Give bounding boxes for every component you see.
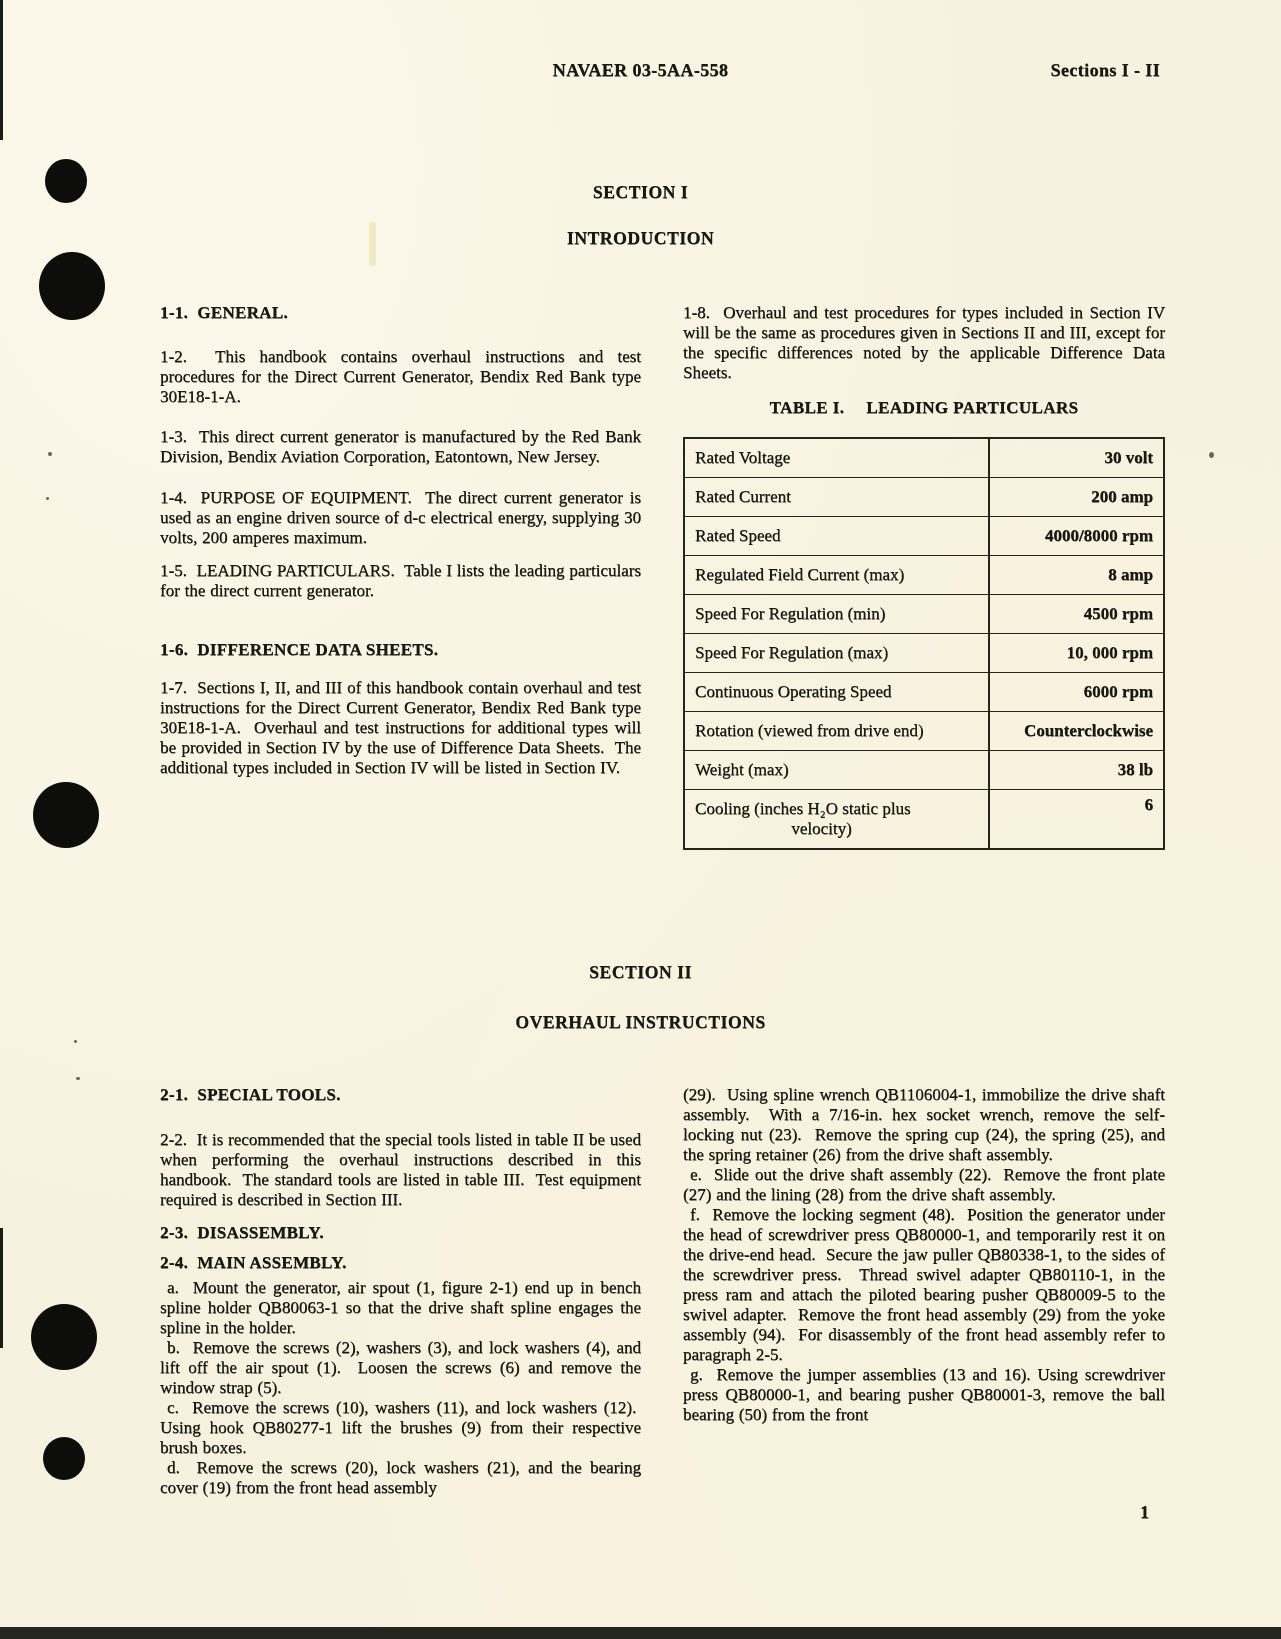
row-label [685, 790, 990, 848]
para-1-2: 1-2. This handbook contains overhaul instructions and test procedures for the Direct Current Generator, Bendix Red Bank type 30E18-1-A. [160, 347, 641, 406]
ink-speck [74, 1040, 77, 1043]
binder-hole-dot [43, 1437, 85, 1480]
para-1-7: 1-7. Sections I, II, and III of this handbook contain overhaul and test instructions for the Direct Current Generator, Bendix Red Bank type 30E18-1-A. Overhaul and test instructions for additional types will be provided in Section IV by the use of Difference Data Sheets. The additional types included in Section IV will be listed in Section IV. [160, 678, 641, 777]
ink-speck [76, 1077, 80, 1080]
table-row [685, 555, 1163, 594]
page-number: 1 [1140, 1502, 1149, 1522]
scan-edge-line [0, 1228, 3, 1348]
step-b: b. Remove the screws (2), washers (3), and lock washers (4), and lift off the air spout (1). Loosen the screws (6) and remove the window strap (5). [160, 1338, 641, 1397]
row-value: 4500 rpm [1083, 604, 1153, 623]
row-value: 6000 rpm [1083, 682, 1153, 701]
section1-title: SECTION I [592, 182, 689, 202]
table1-title-text: LEADING PARTICULARS [866, 398, 1079, 417]
row-label: Speed For Regulation (min) [685, 595, 990, 633]
binder-hole-dot [45, 159, 87, 203]
para-1-3: 1-3. This direct current generator is manufactured by the Red Bank Division, Bendix Aviation Corporation, Eatontown, New Jersey. [160, 427, 641, 466]
table-row [685, 477, 1163, 516]
ink-speck [1209, 452, 1214, 458]
ink-speck [48, 452, 52, 456]
para-2-3-heading: 2-3. DISASSEMBLY. [160, 1223, 324, 1242]
row-value: 10, 000 rpm [1066, 643, 1153, 662]
table1-title-label: TABLE I. [769, 398, 845, 417]
row-value: 4000/8000 rpm [1044, 526, 1153, 545]
para-1-1-heading: 1-1. GENERAL. [160, 303, 288, 322]
row-label: Rotation (viewed from drive end) [685, 712, 990, 750]
section1-right-column [683, 303, 1165, 850]
para-2-2: 2-2. It is recommended that the special tools listed in table II be used when performing the overhaul instructions described in this handbook. The standard tools are listed in table III. Test equipment required is described in Section III. [160, 1130, 641, 1209]
section1-left-column [160, 303, 641, 778]
binder-hole-dot [39, 252, 105, 320]
row-value: 38 lb [1117, 760, 1153, 779]
sections-range-label: Sections I - II [1050, 60, 1160, 80]
table-row [685, 672, 1163, 711]
para-1-8: 1-8. Overhaul and test procedures for types included in Section IV will be the same as procedures given in Sections II and III, except for the specific differences noted by the applicable Difference Data Sheets. [683, 303, 1165, 382]
para-1-4: 1-4. PURPOSE OF EQUIPMENT. The direct current generator is used as an engine driven source of d-c electrical energy, supplying 30 volts, 200 amperes maximum. [160, 488, 641, 547]
section2-title: SECTION II [589, 962, 692, 982]
step-c: c. Remove the screws (10), washers (11), and lock washers (12). Using hook QB80277-1 lift the brushes (9) from their respective brush boxes. [160, 1398, 641, 1457]
row-label: Weight (max) [685, 751, 990, 789]
table-row [685, 750, 1163, 789]
para-1-6-heading: 1-6. DIFFERENCE DATA SHEETS. [160, 640, 439, 659]
step-e: e. Slide out the drive shaft assembly (22). Remove the front plate (27) and the lining (28) from the drive shaft assembly. [683, 1165, 1165, 1204]
table-row [685, 594, 1163, 633]
row-value: 8 amp [1108, 565, 1153, 584]
row-value: Counterclockwise [1023, 721, 1153, 740]
step-f: f. Remove the locking segment (48). Position the generator under the head of screwdriver press QB80000-1, and temporarily rest it on the drive-end head. Secure the jaw puller QB80338-1, to the sides of the screwdriver press. Thread swivel adapter QB80110-1, in the press ram and attach the piloted bearing pusher QB80009-5 to the swivel adapter. Remove the front head assembly (29) from the yoke assembly (94). For disassembly of the front head assembly refer to paragraph 2-5. [683, 1205, 1165, 1364]
step-a: a. Mount the generator, air spout (1, figure 2-1) end up in bench spline holder QB80063-1 so that the drive shaft spline engages the spline in the holder. [160, 1278, 641, 1337]
table1-title [683, 398, 1165, 418]
row-label: Speed For Regulation (max) [685, 634, 990, 672]
row-label-line1: Cooling (inches H₂O static plus [695, 799, 911, 818]
doc-number: NAVAER 03-5AA-558 [552, 60, 729, 80]
step-g: g. Remove the jumper assemblies (13 and 16). Using screwdriver press QB80000-1, and bearing pusher QB80001-3, remove the ball bearing (50) from the front [683, 1365, 1165, 1424]
table-row [685, 711, 1163, 750]
scan-bottom-strip [0, 1627, 1281, 1639]
para-1-5: 1-5. LEADING PARTICULARS. Table I lists the leading particulars for the direct current generator. [160, 561, 641, 600]
paper-streak [369, 222, 376, 266]
binder-hole-dot [31, 1304, 97, 1370]
row-label-line2: velocity) [791, 819, 852, 838]
ink-speck [46, 497, 49, 500]
binder-hole-dot [33, 782, 99, 848]
table-row [685, 633, 1163, 672]
row-value: 200 amp [1091, 487, 1153, 506]
row-label: Rated Current [685, 478, 990, 516]
section1-subtitle: INTRODUCTION [566, 228, 715, 248]
row-label: Rated Voltage [685, 439, 990, 477]
para-2-1-heading: 2-1. SPECIAL TOOLS. [160, 1085, 341, 1104]
table-row [685, 789, 1163, 848]
step-d-continuation: (29). Using spline wrench QB1106004-1, immobilize the drive shaft assembly. With a 7/16-in. hex socket wrench, remove the self-locking nut (23). Remove the spring cup (24), the spring (25), and the spring retainer (26) from the drive shaft assembly. [683, 1085, 1165, 1164]
leading-particulars-table [683, 437, 1165, 850]
table-row [685, 439, 1163, 477]
row-label: Rated Speed [685, 517, 990, 555]
table-row [685, 516, 1163, 555]
section2-left-column [160, 1085, 641, 1498]
row-value: 6 [1144, 795, 1153, 814]
step-d: d. Remove the screws (20), lock washers (21), and the bearing cover (19) from the front head assembly [160, 1458, 641, 1497]
row-label: Regulated Field Current (max) [685, 556, 990, 594]
para-2-4-heading: 2-4. MAIN ASSEMBLY. [160, 1253, 347, 1272]
section2-right-column [683, 1085, 1165, 1425]
scan-edge-line [0, 0, 3, 140]
section2-subtitle: OVERHAUL INSTRUCTIONS [515, 1012, 766, 1032]
row-value: 30 volt [1104, 448, 1153, 467]
row-label: Continuous Operating Speed [685, 673, 990, 711]
